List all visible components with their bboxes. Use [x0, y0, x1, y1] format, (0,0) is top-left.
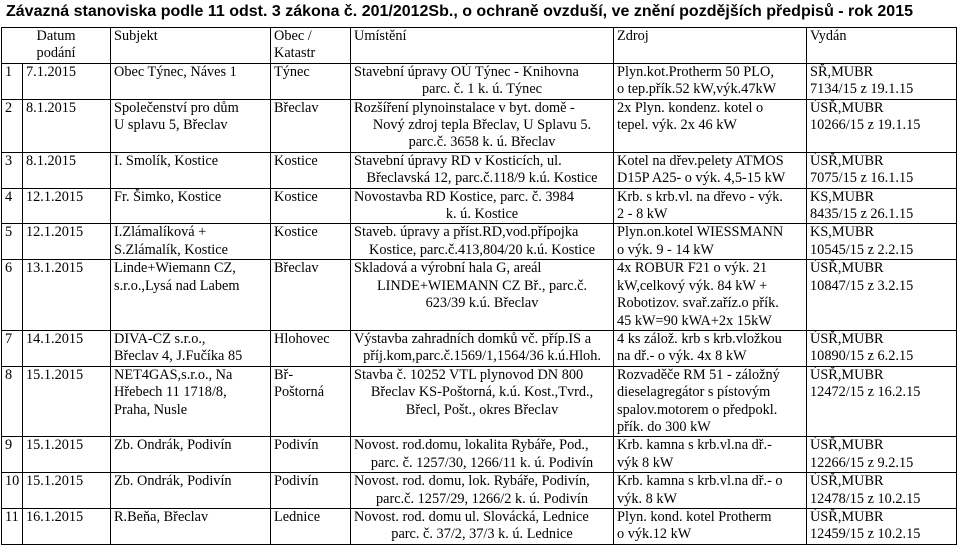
zdroj-line: výk. 8 kW	[617, 490, 677, 507]
row-number-value: 11	[5, 508, 19, 525]
obec-cell	[271, 188, 351, 224]
date-value: 8.1.2015	[26, 99, 77, 116]
header-vydan	[807, 28, 957, 64]
row-number-value: 7	[5, 330, 13, 347]
date-cell	[23, 437, 111, 473]
zdroj-line: Plyn.kot.Protherm 50 PLO,	[617, 63, 774, 80]
vydan-cell	[807, 99, 957, 152]
obec-line: Lednice	[274, 508, 321, 525]
row-number-value: 4	[5, 188, 13, 205]
subject-cell	[111, 224, 271, 260]
zdroj-line: kW,celkový výk. 84 kW +	[617, 277, 768, 294]
umisteni-line: Novost. rod. domu, lok. Rybáře, Podivín,	[354, 473, 590, 490]
subject-cell	[111, 508, 271, 544]
zdroj-line: tepel. výk. 2x 46 kW	[617, 117, 737, 134]
subject-line: Zb. Ondrák, Podivín	[114, 437, 232, 454]
umisteni-cell	[351, 260, 614, 331]
date-value: 13.1.2015	[26, 260, 84, 277]
row-number-cell	[2, 473, 23, 509]
umisteni-line: Staveb. úpravy a příst.RD,vod.přípojka	[354, 224, 579, 241]
umisteni-line: Nový zdroj tepla Břeclav, U Splavu 5.	[372, 117, 592, 134]
zdroj-cell	[614, 260, 807, 331]
header-subject	[111, 28, 271, 64]
umisteni-cell	[351, 188, 614, 224]
obec-line: Poštorná	[274, 384, 325, 401]
obec-line: Podivín	[274, 437, 319, 454]
row-number-cell	[2, 366, 23, 437]
header-vydan-label: Vydán	[810, 28, 847, 44]
vydan-line: ÚSŘ,MUBR	[810, 437, 884, 454]
subject-line: Břeclav 4, J.Fučíka 85	[114, 348, 243, 365]
header-obec-line-1: Obec /	[274, 28, 312, 44]
row-number-value: 10	[5, 473, 20, 490]
date-value: 12.1.2015	[26, 188, 84, 205]
subject-line: I. Smolík, Kostice	[114, 152, 219, 169]
table-row	[2, 508, 957, 544]
header-subject-label: Subjekt	[114, 28, 158, 44]
date-value: 16.1.2015	[26, 508, 84, 525]
header-umisteni	[351, 28, 614, 64]
obec-cell	[271, 260, 351, 331]
subject-cell	[111, 366, 271, 437]
date-cell	[23, 260, 111, 331]
vydan-line: ÚSŘ,MUBR	[810, 152, 884, 169]
umisteni-line: Stavební úpravy RD v Kosticích, ul.	[354, 152, 562, 169]
umisteni-cell	[351, 99, 614, 152]
subject-line: DIVA-CZ s.r.o.,	[114, 330, 206, 347]
zdroj-line: Kotel na dřev.pelety ATMOS	[617, 152, 784, 169]
umisteni-cell	[351, 63, 614, 99]
obec-cell	[271, 473, 351, 509]
zdroj-line: 45 kW=90 kWA+2x 15kW	[617, 312, 772, 329]
zdroj-line: D15P A25- o výk. 4,5-15 kW	[617, 170, 786, 187]
obec-cell	[271, 152, 351, 188]
subject-line: Obec Týnec, Náves 1	[114, 63, 237, 80]
umisteni-line: Břecl, Pošt., okres Břeclav	[405, 401, 559, 418]
header-umisteni-label: Umístění	[354, 28, 407, 44]
zdroj-line: na dř.- o výk. 4x 8 kW	[617, 348, 747, 365]
vydan-cell	[807, 260, 957, 331]
umisteni-line: Novostavba RD Kostice, parc. č. 3984	[354, 188, 574, 205]
header-zdroj	[614, 28, 807, 64]
row-number-cell	[2, 437, 23, 473]
vydan-line: 12478/15 z 10.2.15	[810, 490, 921, 507]
date-cell	[23, 473, 111, 509]
subject-line: Linde+Wiemann CZ,	[114, 260, 236, 277]
obec-line: Hlohovec	[274, 330, 330, 347]
subject-cell	[111, 473, 271, 509]
obec-line: Břeclav	[274, 260, 319, 277]
zdroj-cell	[614, 473, 807, 509]
vydan-line: ÚSŘ,MUBR	[810, 260, 884, 277]
header-date-line-1: Datum	[36, 28, 76, 44]
date-value: 15.1.2015	[26, 473, 84, 490]
row-number-cell	[2, 508, 23, 544]
vydan-cell	[807, 152, 957, 188]
vydan-cell	[807, 188, 957, 224]
obec-line: Bř-	[274, 366, 294, 383]
obec-cell	[271, 508, 351, 544]
vydan-line: ÚSŘ,MUBR	[810, 366, 884, 383]
vydan-line: 7134/15 z 19.1.15	[810, 81, 914, 98]
obec-cell	[271, 99, 351, 152]
table-row	[2, 99, 957, 152]
zdroj-cell	[614, 330, 807, 366]
vydan-cell	[807, 473, 957, 509]
zdroj-line: 4x ROBUR F21 o výk. 21	[617, 260, 768, 277]
obec-line: Břeclav	[274, 99, 319, 116]
vydan-line: 12472/15 z 16.2.15	[810, 384, 921, 401]
obec-cell	[271, 63, 351, 99]
date-value: 8.1.2015	[26, 152, 77, 169]
obec-cell	[271, 330, 351, 366]
zdroj-cell	[614, 152, 807, 188]
vydan-line: 10545/15 z 2.2.15	[810, 241, 914, 258]
zdroj-line: o výk.12 kW	[617, 526, 692, 543]
subject-line: I.Zlámalíková +	[114, 224, 207, 241]
zdroj-line: Krb. kamna s krb.vl.na dř.- o	[617, 473, 783, 490]
vydan-cell	[807, 63, 957, 99]
umisteni-line: Novost. rod.domu, lokalita Rybáře, Pod.,	[354, 437, 589, 454]
subject-cell	[111, 437, 271, 473]
table-body	[2, 63, 957, 544]
date-cell	[23, 152, 111, 188]
umisteni-line: Skladová a výrobní hala G, areál	[354, 260, 542, 277]
table-row	[2, 473, 957, 509]
umisteni-cell	[351, 437, 614, 473]
umisteni-line: parc.č. 3658 k. ú. Břeclav	[408, 134, 556, 151]
vydan-cell	[807, 366, 957, 437]
date-cell	[23, 508, 111, 544]
vydan-line: ÚSŘ,MUBR	[810, 508, 884, 525]
umisteni-line: Břeclavská 12, parc.č.118/9 k.ú. Kostice	[366, 170, 598, 187]
subject-line: R.Beňa, Břeclav	[114, 508, 209, 525]
row-number-value: 2	[5, 99, 13, 116]
subject-cell	[111, 330, 271, 366]
table-row	[2, 260, 957, 331]
date-cell	[23, 330, 111, 366]
subject-line: Zb. Ondrák, Podivín	[114, 473, 232, 490]
header-obec-line-2: Katastr	[274, 45, 316, 62]
table-row	[2, 330, 957, 366]
umisteni-line: parc. č. 1 k. ú. Týnec	[422, 81, 543, 98]
obec-line: Kostice	[274, 152, 318, 169]
umisteni-line: parc. č. 1257/30, 1266/11 k. ú. Podivín	[370, 454, 594, 471]
zdroj-cell	[614, 188, 807, 224]
umisteni-cell	[351, 473, 614, 509]
header-row	[2, 28, 957, 64]
vydan-line: 10847/15 z 3.2.15	[810, 277, 914, 294]
obec-cell	[271, 437, 351, 473]
umisteni-line: Stavba č. 10252 VTL plynovod DN 800	[354, 366, 584, 383]
zdroj-line: Plyn. kond. kotel Protherm	[617, 508, 772, 525]
row-number-value: 6	[5, 260, 13, 277]
header-date-line-2: podání	[36, 45, 76, 62]
zdroj-line: 2 - 8 kW	[617, 206, 668, 223]
zdroj-cell	[614, 366, 807, 437]
vydan-line: 12459/15 z 10.2.15	[810, 526, 921, 543]
zdroj-line: přík. do 300 kW	[617, 418, 711, 435]
umisteni-line: Stavební úpravy OÚ Týnec - Knihovna	[354, 63, 579, 80]
umisteni-line: parc. č. 37/2, 37/3 k. ú. Lednice	[391, 526, 573, 543]
obec-cell	[271, 224, 351, 260]
umisteni-cell	[351, 152, 614, 188]
date-cell	[23, 99, 111, 152]
table-row	[2, 188, 957, 224]
umisteni-line: k. ú. Kostice	[445, 206, 519, 223]
umisteni-line: Kostice, parc.č.413,804/20 k.ú. Kostice	[369, 241, 595, 258]
header-obec	[271, 28, 351, 64]
row-number-cell	[2, 63, 23, 99]
umisteni-cell	[351, 366, 614, 437]
umisteni-line: LINDE+WIEMANN CZ Bř., parc.č.	[376, 277, 588, 294]
subject-cell	[111, 188, 271, 224]
date-value: 12.1.2015	[26, 224, 84, 241]
zdroj-line: o tep.přík.52 kW,výk.47kW	[617, 81, 777, 98]
obec-line: Kostice	[274, 224, 318, 241]
umisteni-line: Novost. rod. domu ul. Slovácká, Lednice	[354, 508, 589, 525]
row-number-value: 9	[5, 437, 13, 454]
zdroj-cell	[614, 63, 807, 99]
vydan-line: ÚSŘ,MUBR	[810, 473, 884, 490]
zdroj-line: výk 8 kW	[617, 454, 674, 471]
obec-line: Podivín	[274, 473, 319, 490]
date-cell	[23, 224, 111, 260]
zdroj-line: Plyn.on.kotel WIESSMANN	[617, 224, 784, 241]
subject-line: U splavu 5, Břeclav	[114, 117, 228, 134]
zdroj-cell	[614, 99, 807, 152]
zdroj-line: Robotizov. svař.zaříz.o přík.	[617, 295, 779, 312]
vydan-cell	[807, 508, 957, 544]
vydan-line: 8435/15 z 26.1.15	[810, 206, 914, 223]
vydan-line: 10890/15 z 6.2.15	[810, 348, 914, 365]
row-number-cell	[2, 99, 23, 152]
vydan-line: SŘ,MUBR	[810, 63, 874, 80]
zdroj-line: 2x Plyn. kondenz. kotel o	[617, 99, 764, 116]
obec-line: Týnec	[274, 63, 310, 80]
permits-table	[1, 27, 957, 545]
obec-cell	[271, 366, 351, 437]
header-zdroj-label: Zdroj	[617, 28, 649, 44]
row-number-cell	[2, 260, 23, 331]
subject-cell	[111, 260, 271, 331]
page-title: Závazná stanoviska podle 11 odst. 3 zákona č. 201/2012Sb., o ochraně ovzduší, ve znění pozdějších předpisů - rok 2015	[6, 3, 913, 20]
vydan-line: 12266/15 z 9.2.15	[810, 454, 914, 471]
date-value: 15.1.2015	[26, 437, 84, 454]
vydan-line: 10266/15 z 19.1.15	[810, 117, 921, 134]
vydan-cell	[807, 330, 957, 366]
subject-line: s.r.o.,Lysá nad Labem	[114, 277, 240, 294]
umisteni-line: parc.č. 1257/29, 1266/2 k. ú. Podivín	[375, 490, 589, 507]
row-number-value: 1	[5, 63, 13, 80]
table-row	[2, 366, 957, 437]
zdroj-cell	[614, 437, 807, 473]
subject-line: S.Zlámalík, Kostice	[114, 241, 228, 258]
date-cell	[23, 188, 111, 224]
table-row	[2, 437, 957, 473]
vydan-line: ÚSŘ,MUBR	[810, 330, 884, 347]
zdroj-cell	[614, 224, 807, 260]
vydan-line: KS,MUBR	[810, 188, 874, 205]
umisteni-cell	[351, 508, 614, 544]
subject-line: Společenství pro dům	[114, 99, 239, 116]
vydan-cell	[807, 437, 957, 473]
date-value: 14.1.2015	[26, 330, 84, 347]
table-row	[2, 224, 957, 260]
zdroj-line: Krb. kamna s krb.vl.na dř.-	[617, 437, 772, 454]
vydan-line: 7075/15 z 16.1.15	[810, 170, 914, 187]
date-value: 15.1.2015	[26, 366, 84, 383]
zdroj-line: Krb. s krb.vl. na dřevo - výk.	[617, 188, 783, 205]
row-number-cell	[2, 188, 23, 224]
umisteni-line: Výstavba zahradních domků vč. příp.IS a	[354, 330, 592, 347]
zdroj-line: spalov.motorem o předpokl.	[617, 401, 778, 418]
obec-line: Kostice	[274, 188, 318, 205]
date-cell	[23, 63, 111, 99]
subject-cell	[111, 63, 271, 99]
umisteni-line: Rozšíření plynoinstalace v byt. domě -	[354, 99, 575, 116]
header-date	[2, 28, 111, 64]
subject-line: NET4GAS,s.r.o., Na	[114, 366, 233, 383]
zdroj-line: dieselagregátor s pístovým	[617, 384, 771, 401]
row-number-value: 5	[5, 224, 13, 241]
zdroj-cell	[614, 508, 807, 544]
subject-cell	[111, 99, 271, 152]
vydan-line: KS,MUBR	[810, 224, 874, 241]
row-number-value: 8	[5, 366, 13, 383]
row-number-cell	[2, 152, 23, 188]
vydan-cell	[807, 224, 957, 260]
umisteni-cell	[351, 224, 614, 260]
table-row	[2, 63, 957, 99]
zdroj-line: Rozvaděče RM 51 - záložný	[617, 366, 780, 383]
row-number-cell	[2, 224, 23, 260]
vydan-line: ÚSŘ,MUBR	[810, 99, 884, 116]
zdroj-line: o výk. 9 - 14 kW	[617, 241, 714, 258]
table-row	[2, 152, 957, 188]
umisteni-line: 623/39 k.ú. Břeclav	[425, 295, 539, 312]
zdroj-line: 4 ks zálož. krb s krb.vložkou	[617, 330, 782, 347]
subject-line: Fr. Šimko, Kostice	[114, 188, 222, 205]
subject-cell	[111, 152, 271, 188]
subject-line: Praha, Nusle	[114, 401, 188, 418]
umisteni-line: Břeclav KS-Poštorná, k.ú. Kost.,Tvrd.,	[370, 384, 594, 401]
row-number-value: 3	[5, 152, 13, 169]
date-cell	[23, 366, 111, 437]
row-number-cell	[2, 330, 23, 366]
date-value: 7.1.2015	[26, 63, 77, 80]
subject-line: Hřebech 11 1718/8,	[114, 384, 227, 401]
umisteni-cell	[351, 330, 614, 366]
umisteni-line: příj.kom,parc.č.1569/1,1564/36 k.ú.Hloh.	[363, 348, 601, 365]
